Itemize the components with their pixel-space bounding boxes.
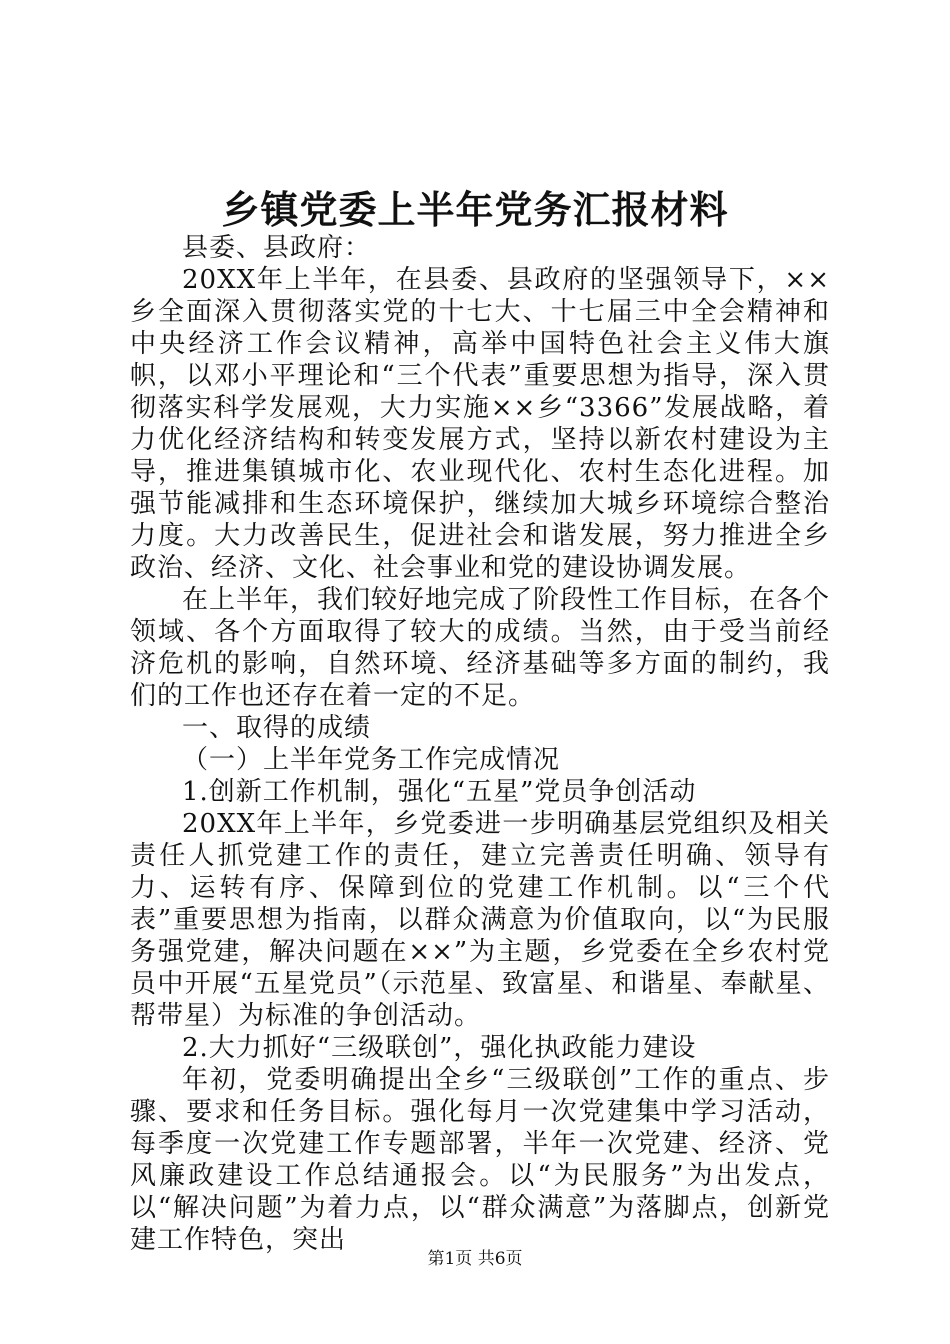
body-paragraph: 20XX年上半年，在县委、县政府的坚强领导下，××乡全面深入贯彻落实党的十七大、十七届三中全会精神和中央经济工作会议精神，高举中国特色社会主义伟大旗帜，以邓小平理论和“三个代表”重要思想为指导，深入贯彻落实科学发展观，大力实施××乡“3366”发展战略，着力优化经济结构和转变发展方式，坚持以新农村建设为主导，推进集镇城市化、农业现代化、农村生态化进程。加强节能减排和生态环境保护，继续加大城乡环境综合整治力度。大力改善民生，促进社会和谐发展，努力推进全乡政治、经济、文化、社会事业和党的建设协调发展。 bbox=[130, 265, 830, 583]
item-heading: 1.创新工作机制，强化“五星”党员争创活动 bbox=[182, 777, 697, 807]
item-heading: 2.大力抓好“三级联创”，强化执政能力建设 bbox=[182, 1033, 697, 1063]
body-paragraph: 在上半年，我们较好地完成了阶段性工作目标，在各个领域、各个方面取得了较大的成绩。当然，由于受当前经济危机的影响，自然环境、经济基础等多方面的制约，我们的工作也还存在着一定的不足。 bbox=[130, 585, 831, 711]
salutation-paragraph: 县委、县政府： bbox=[182, 233, 372, 263]
subsection-heading: （一）上半年党务工作完成情况 bbox=[182, 745, 561, 775]
body-paragraph: 20XX年上半年，乡党委进一步明确基层党组织及相关责任人抓党建工作的责任，建立完善责任明确、领导有力、运转有序、保障到位的党建工作机制。以“三个代表”重要思想为指南，以群众满意为价值取向，以“为民服务强党建，解决问题在××”为主题，乡党委在全乡农村党员中开展“五星党员”（示范星、致富星、和谐星、奉献星、帮带星）为标准的争创活动。 bbox=[130, 809, 830, 1031]
body-paragraph: 年初，党委明确提出全乡“三级联创”工作的重点、步骤、要求和任务目标。强化每月一次党建集中学习活动，每季度一次党建工作专题部署，半年一次党建、经济、党风廉政建设工作总结通报会。以“为民服务”为出发点，以“解决问题”为着力点，以“群众满意”为落脚点，创新党建工作特色，突出 bbox=[130, 1065, 830, 1255]
section-heading: 一、取得的成绩 bbox=[182, 713, 372, 743]
document-body bbox=[130, 232, 830, 1256]
page-number-footer: 第1页 共6页 bbox=[427, 1249, 523, 1269]
document-title: 乡镇党委上半年党务汇报材料 bbox=[221, 187, 729, 232]
